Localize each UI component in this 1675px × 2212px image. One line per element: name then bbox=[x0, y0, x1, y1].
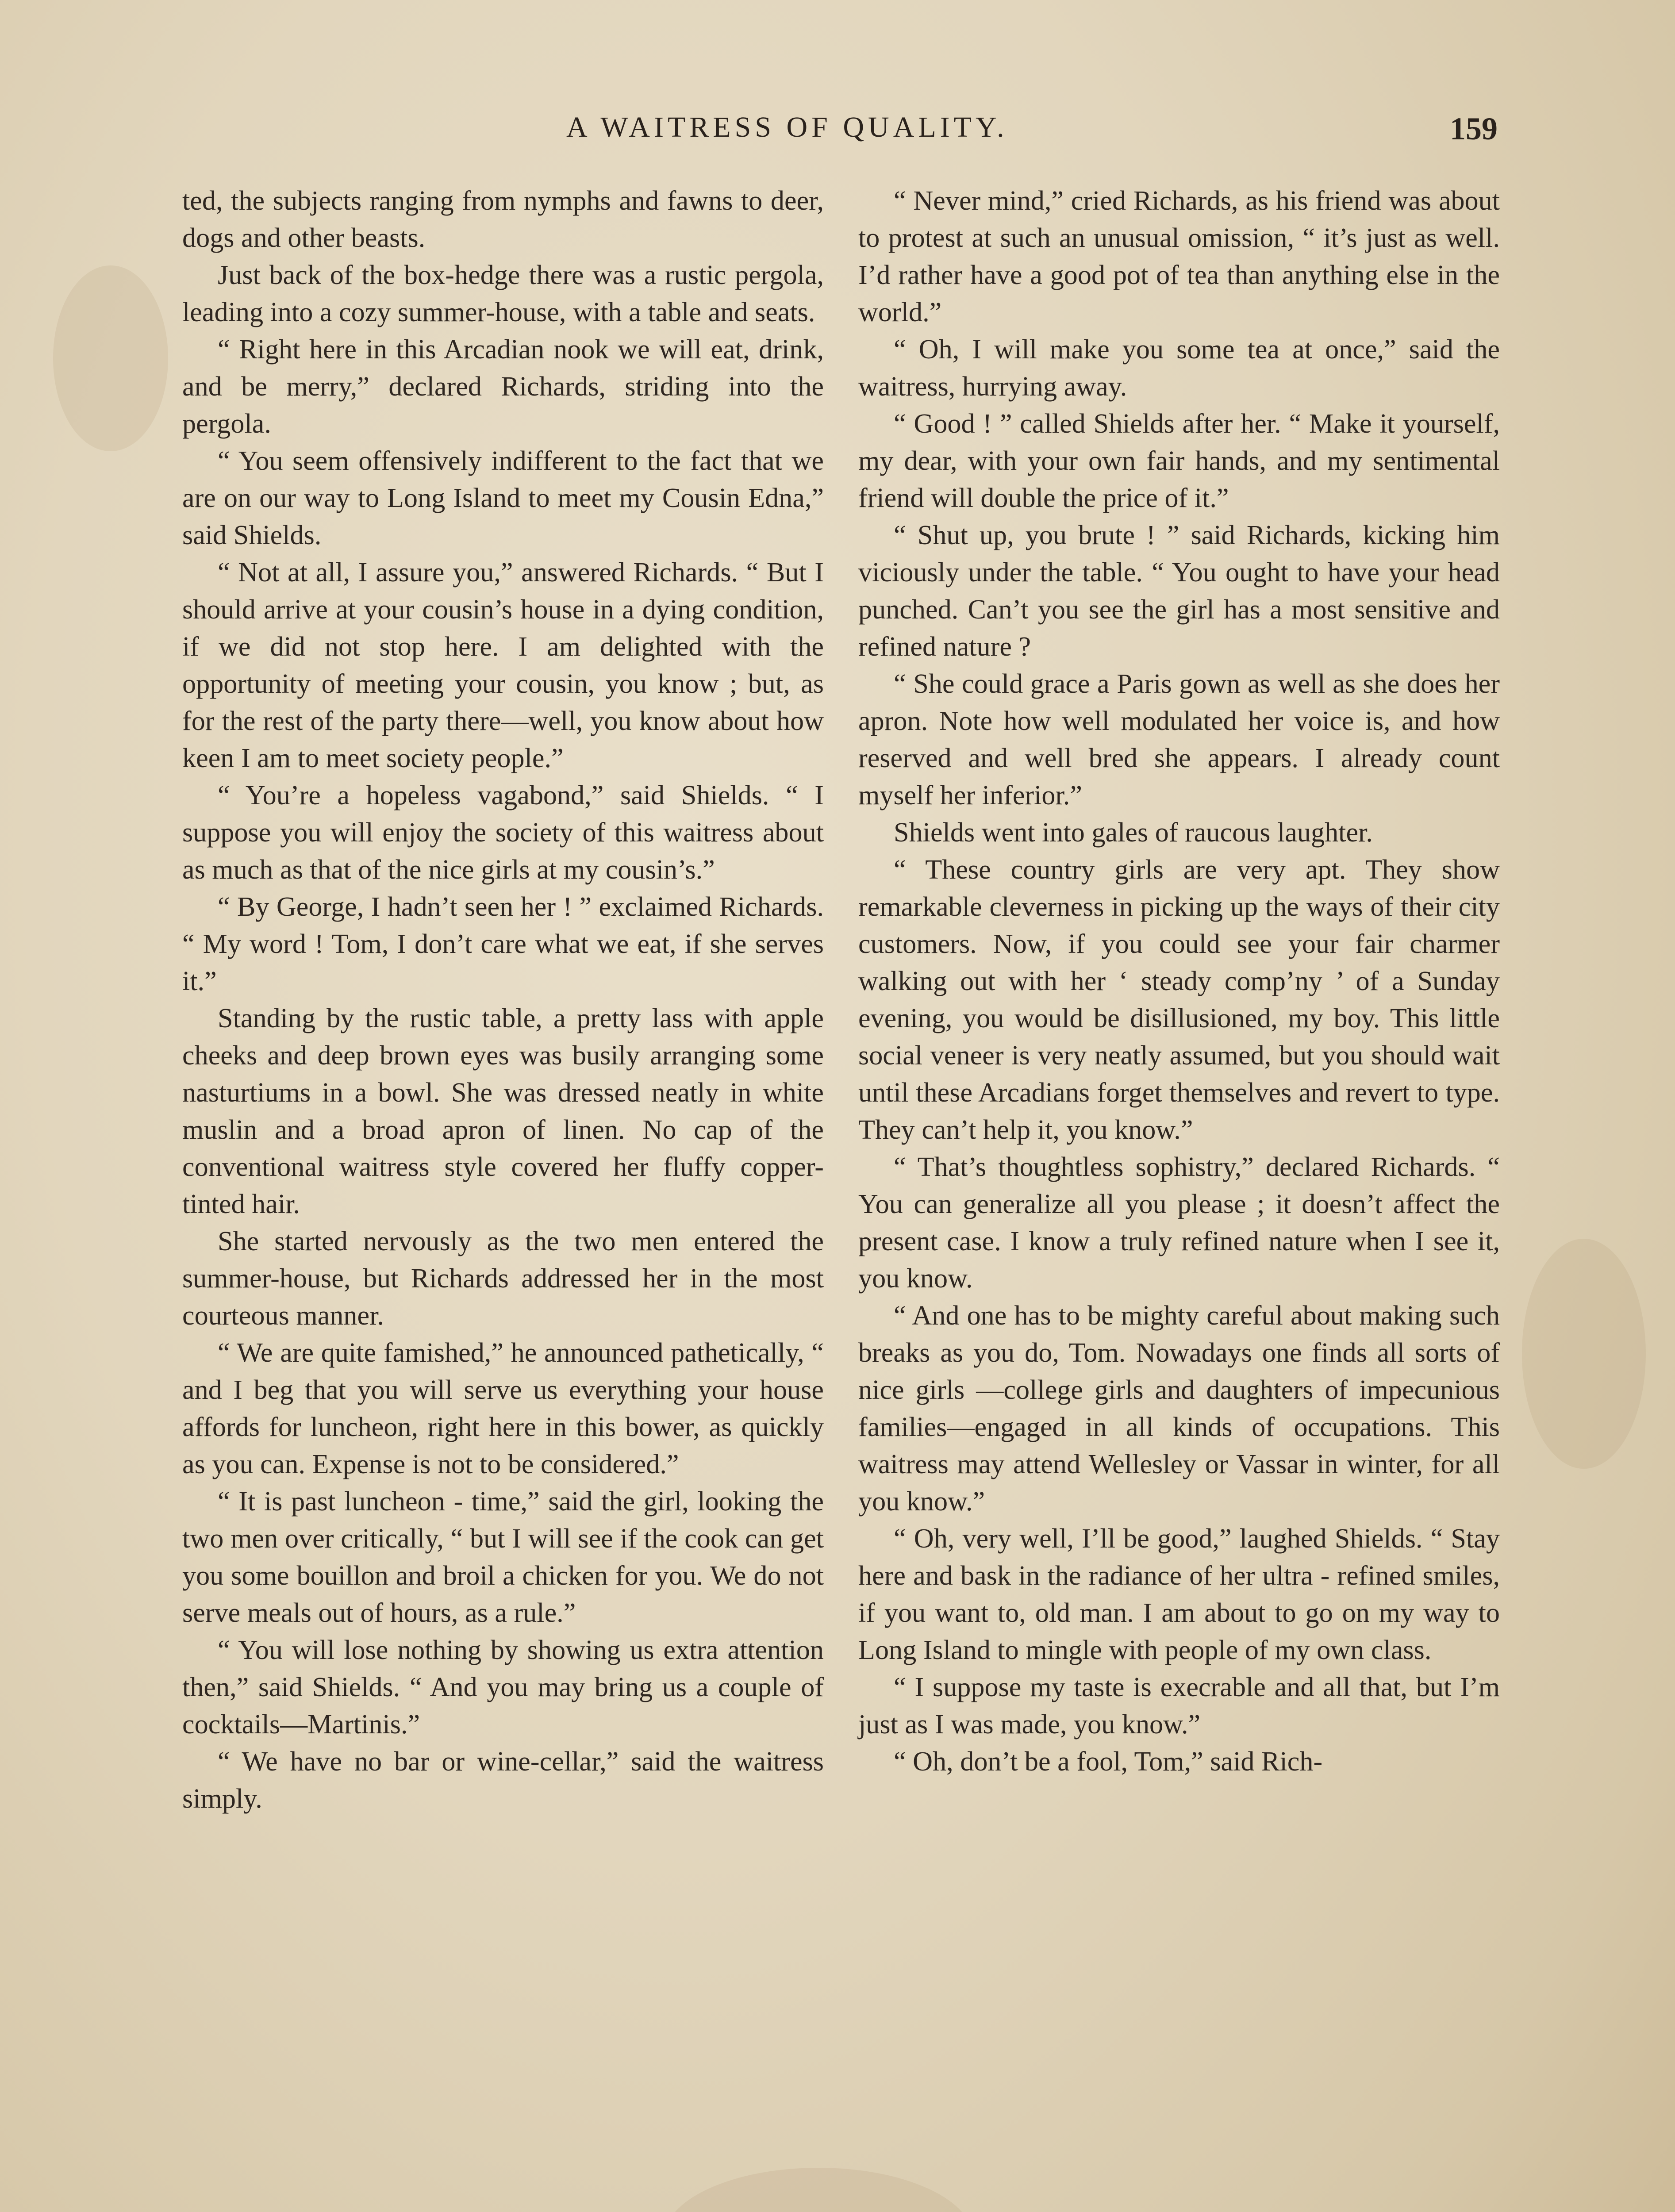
paragraph: “ Never mind,” cried Richards, as his friend was about to protest at such an unusual omission, “ it’s just as well. I’d rather have a good pot of tea than anything else in the world.” bbox=[858, 186, 1500, 327]
paragraph: Just back of the box-hedge there was a rustic pergola, leading into a cozy summer-house, with a table and seats. bbox=[182, 260, 824, 327]
paragraph: “ Not at all, I assure you,” answered Richards. “ But I should arrive at your cousin’s house in a dying condition, if we did not stop here. I am delighted with the opportunity of meeting your cousin, you know ; but, as for the rest of the party there—well, you know about how keen I am to meet society people.” bbox=[182, 557, 824, 773]
right-text-column bbox=[858, 182, 1500, 1780]
page-header bbox=[177, 111, 1498, 159]
paragraph: “ I suppose my taste is execrable and all that, but I’m just as I was made, you know.” bbox=[858, 1672, 1500, 1740]
paragraph: “ She could grace a Paris gown as well as she does her apron. Note how well modulated her voice is, and how reserved and well bred she appears. I already count myself her inferior.” bbox=[858, 669, 1500, 810]
paragraph: “ You seem offensively indifferent to the fact that we are on our way to Long Island to meet my Cousin Edna,” said Shields. bbox=[182, 446, 824, 550]
paragraph: “ You will lose nothing by showing us extra attention then,” said Shields. “ And you may bring us a couple of cocktails—Martinis.” bbox=[182, 1635, 824, 1740]
paper-stain bbox=[1522, 1239, 1646, 1469]
paragraph: “ These country girls are very apt. They show remarkable cleverness in picking up the ways of their city customers. Now, if you could see your fair charmer walking out with her ‘ steady comp’ny ’ of a Sunday evening, you would be disillusioned, my boy. This little social veneer is very neatly assumed, but you should wait until these Arcadians forget themselves and revert to type. They can’t help it, you know.” bbox=[858, 855, 1500, 1145]
paragraph: “ That’s thoughtless sophistry,” declared Richards. “ You can generalize all you please ; it doesn’t affect the present case. I know a truly refined nature when I see it, you know. bbox=[858, 1152, 1500, 1294]
paper-stain bbox=[53, 265, 168, 451]
page-number: 159 bbox=[1450, 111, 1498, 146]
paragraph: Shields went into gales of raucous laughter. bbox=[894, 818, 1373, 848]
paragraph: “ Good ! ” called Shields after her. “ Make it yourself, my dear, with your own fair hands, and my sentimental friend will double the price of it.” bbox=[858, 409, 1500, 513]
paragraph: “ You’re a hopeless vagabond,” said Shields. “ I suppose you will enjoy the society of this waitress about as much as that of the nice girls at my cousin’s.” bbox=[182, 780, 824, 885]
left-text-column bbox=[182, 182, 824, 1817]
paragraph: “ And one has to be mighty careful about making such breaks as you do, Tom. Nowadays one finds all sorts of nice girls —college girls and daughters of impecunious families—engaged in all kinds of occupations. This waitress may attend Wellesley or Vassar in winter, for all you know.” bbox=[858, 1301, 1500, 1517]
paragraph: She started nervously as the two men entered the summer-house, but Richards addressed her in the most courteous manner. bbox=[182, 1226, 824, 1331]
paragraph: “ We are quite famished,” he announced pathetically, “ and I beg that you will serve us everything your house affords for luncheon, right here in this bower, as quickly as you can. Expense is not to be considered.” bbox=[182, 1338, 824, 1479]
paragraph: “ It is past luncheon - time,” said the girl, looking the two men over critically, “ but I will see if the cook can get you some bouillon and broil a chicken for you. We do not serve meals out of hours, as a rule.” bbox=[182, 1486, 824, 1628]
paragraph: “ We have no bar or wine-cellar,” said the waitress simply. bbox=[182, 1747, 824, 1814]
paragraph: “ By George, I hadn’t seen her ! ” exclaimed Richards. “ My word ! Tom, I don’t care what we eat, if she serves it.” bbox=[182, 892, 824, 996]
paragraph: “ Oh, very well, I’ll be good,” laughed Shields. “ Stay here and bask in the radiance of her ultra - refined smiles, if you want to, old man. I am about to go on my way to Long Island to mingle with people of my own class. bbox=[858, 1524, 1500, 1665]
paragraph: “ Right here in this Arcadian nook we will eat, drink, and be merry,” declared Richards, striding into the pergola. bbox=[182, 334, 824, 439]
running-title: A WAITRESS OF QUALITY. bbox=[566, 111, 1008, 143]
paragraph: “ Shut up, you brute ! ” said Richards, kicking him viciously under the table. “ You ought to have your head punched. Can’t you see the girl has a most sensitive and refined nature ? bbox=[858, 520, 1500, 662]
paragraph: Standing by the rustic table, a pretty lass with apple cheeks and deep brown eyes was busily arranging some nasturtiums in a bowl. She was dressed neatly in white muslin and a broad apron of linen. No cap of the conventional waitress style covered her fluffy copper-tinted hair. bbox=[182, 1003, 824, 1219]
paper-stain bbox=[664, 2168, 973, 2212]
paragraph: “ Oh, I will make you some tea at once,” said the waitress, hurrying away. bbox=[858, 334, 1500, 402]
paragraph: “ Oh, don’t be a fool, Tom,” said Rich- bbox=[894, 1747, 1323, 1777]
paragraph: ted, the subjects ranging from nymphs and fawns to deer, dogs and other beasts. bbox=[182, 186, 824, 253]
